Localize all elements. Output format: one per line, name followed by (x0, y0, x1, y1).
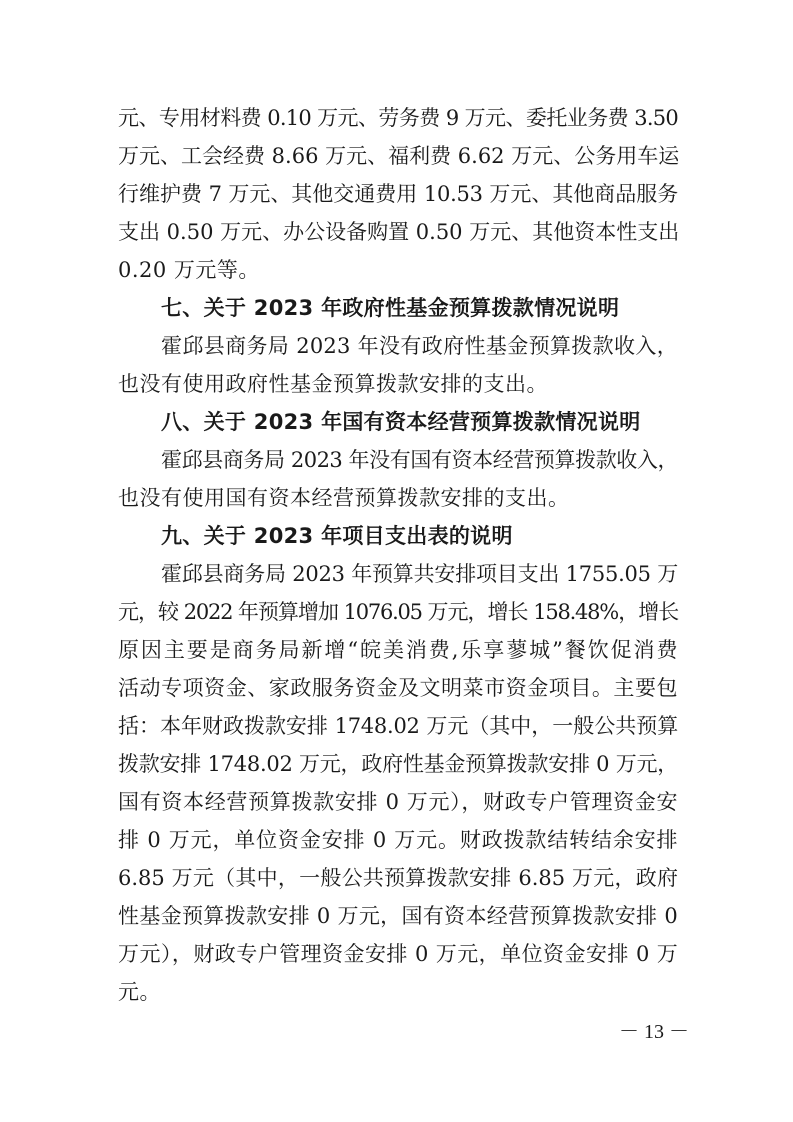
paragraph-line: 万元、工会经费 8.66 万元、福利费 6.62 万元、公务用车运 (118, 144, 680, 168)
paragraph-line: 元，较 2022 年预算增加 1076.05 万元，增长 158.48%，增长 (118, 600, 678, 624)
section-heading: 九、关于 2023 年项目支出表的说明 (161, 524, 513, 548)
paragraph-line: 行维护费 7 万元、其他交通费用 10.53 万元、其他商品服务 (118, 182, 678, 206)
paragraph-line: 国有资本经营预算拨款安排 0 万元），财政专户管理资金安 (118, 790, 678, 814)
paragraph-line: 原因主要是商务局新增“皖美消费,乐享蓼城”餐饮促消费 (118, 638, 678, 662)
paragraph-line: 6.85 万元（其中，一般公共预算拨款安排 6.85 万元，政府 (118, 866, 678, 890)
paragraph-line: 活动专项资金、家政服务资金及文明菜市资金项目。主要包 (118, 676, 678, 700)
paragraph-line: 霍邱县商务局 2023 年没有国有资本经营预算拨款收入， (161, 448, 678, 472)
section-heading: 八、关于 2023 年国有资本经营预算拨款情况说明 (161, 410, 641, 434)
paragraph-line: 支出 0.50 万元、办公设备购置 0.50 万元、其他资本性支出 (118, 220, 680, 244)
paragraph-line: 霍邱县商务局 2023 年预算共安排项目支出 1755.05 万 (161, 562, 678, 586)
paragraph-line: 拨款安排 1748.02 万元，政府性基金预算拨款安排 0 万元， (118, 752, 678, 776)
paragraph-line: 排 0 万元，单位资金安排 0 万元。财政拨款结转结余安排 (118, 828, 678, 852)
paragraph-line: 元、专用材料费 0.10 万元、劳务费 9 万元、委托业务费 3.50 (118, 106, 678, 130)
paragraph-line: 括：本年财政拨款安排 1748.02 万元（其中，一般公共预算 (118, 714, 678, 738)
page-number: － 13 － (619, 1021, 689, 1043)
paragraph-line: 也没有使用国有资本经营预算拨款安排的支出。 (118, 486, 570, 510)
paragraph-line: 0.20 万元等。 (118, 258, 260, 282)
paragraph-line: 也没有使用政府性基金预算拨款安排的支出。 (118, 372, 548, 396)
section-heading: 七、关于 2023 年政府性基金预算拨款情况说明 (161, 296, 620, 320)
paragraph-line: 性基金预算拨款安排 0 万元，国有资本经营预算拨款安排 0 (118, 904, 678, 928)
paragraph-line: 霍邱县商务局 2023 年没有政府性基金预算拨款收入， (161, 334, 678, 358)
paragraph-line: 元。 (118, 980, 161, 1004)
paragraph-line: 万元），财政专户管理资金安排 0 万元，单位资金安排 0 万 (118, 942, 678, 966)
